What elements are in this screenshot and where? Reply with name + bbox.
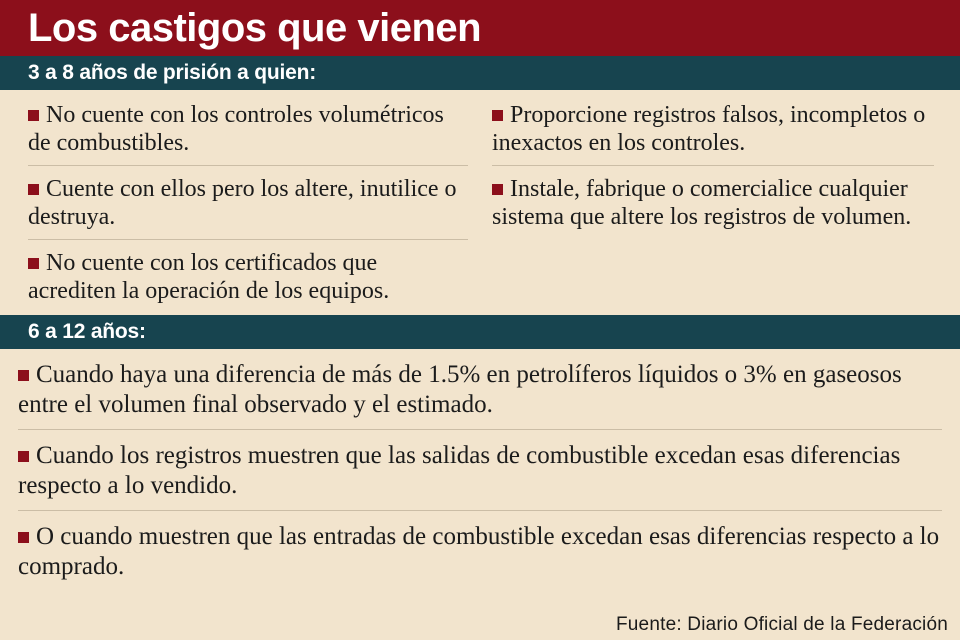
- list-item-text: No cuente con los certificados que acrediten la operación de los equipos.: [28, 250, 390, 304]
- list-item: [28, 165, 468, 239]
- section-header-label: 3 a 8 años de prisión a quien:: [28, 61, 317, 84]
- square-bullet-icon: [492, 184, 503, 195]
- page-title: Los castigos que vienen: [28, 6, 482, 50]
- list-item-text: No cuente con los controles volumétricos de combustibles.: [28, 102, 444, 156]
- full-width-body: [0, 349, 960, 614]
- square-bullet-icon: [492, 110, 503, 121]
- list-item-text: Proporcione registros falsos, incompletos o inexactos en los controles.: [492, 102, 926, 156]
- square-bullet-icon: [28, 184, 39, 195]
- square-bullet-icon: [18, 451, 29, 462]
- column-right: [480, 98, 946, 313]
- square-bullet-icon: [28, 258, 39, 269]
- list-item: [492, 98, 934, 165]
- section-header-penalties-3-8: [0, 56, 960, 90]
- list-item-text: O cuando muestren que las entradas de combustible excedan esas diferencias respecto a lo comprado.: [18, 523, 940, 580]
- list-item-text: Cuente con ellos pero los altere, inutilice o destruya.: [28, 176, 457, 230]
- list-item: [18, 355, 942, 429]
- source-note: Fuente: Diario Oficial de la Federación: [615, 614, 948, 635]
- section-header-penalties-6-12: [0, 315, 960, 349]
- list-item-text: Instale, fabrique o comercialice cualquier sistema que altere los registros de volumen.: [492, 176, 912, 230]
- square-bullet-icon: [18, 532, 29, 543]
- list-item: [492, 165, 934, 239]
- title-bar: [0, 0, 960, 56]
- two-column-body: [0, 90, 960, 315]
- list-item: [18, 429, 942, 510]
- list-item-text: Cuando los registros muestren que las salidas de combustible excedan esas diferencias respecto a lo vendido.: [18, 442, 901, 499]
- square-bullet-icon: [28, 110, 39, 121]
- list-item-text: Cuando haya una diferencia de más de 1.5% en petrolíferos líquidos o 3% en gaseosos entre el volumen final observado y el estimado.: [18, 361, 902, 418]
- list-item: [28, 239, 468, 313]
- list-item: [18, 510, 942, 591]
- column-left: [14, 98, 480, 313]
- section-header-label: 6 a 12 años:: [28, 320, 146, 343]
- list-item: [28, 98, 468, 165]
- square-bullet-icon: [18, 370, 29, 381]
